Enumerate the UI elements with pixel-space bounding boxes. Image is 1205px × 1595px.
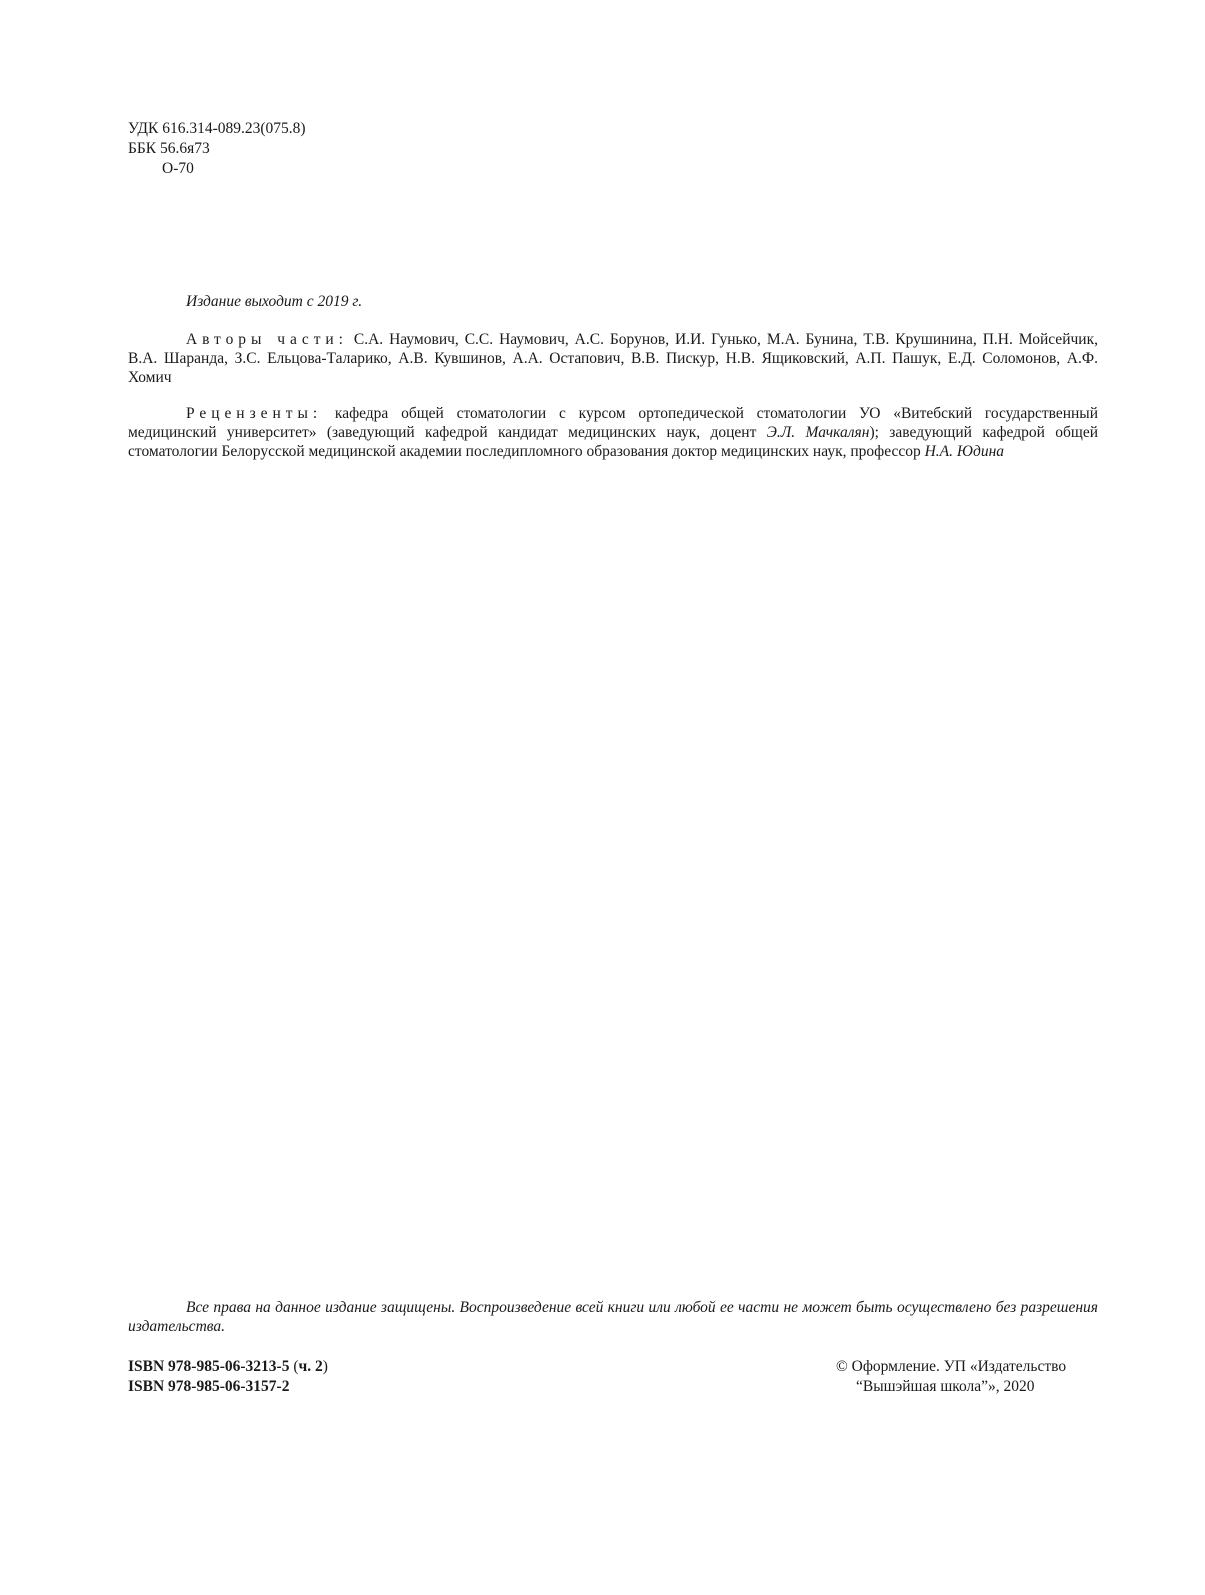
isbn-1-part: ч. 2 <box>298 1358 323 1375</box>
isbn-2: ISBN 978-985-06-3157-2 <box>128 1378 290 1395</box>
authors-paragraph <box>128 330 1098 387</box>
author-mark-code: О-70 <box>162 160 194 177</box>
reviewers-text-1: кафедра общей стоматологии с курсом ортопедической стоматологии УО «Витебский государственный медицинский университет» (заведующий кафедрой кандидат медицинских наук, доцент <box>128 405 1099 441</box>
isbn-line-1 <box>128 1357 528 1377</box>
classification-codes <box>128 119 528 179</box>
bbk-code: ББК 56.6я73 <box>128 140 210 157</box>
copyright-line-2: “Вышэйшая школа”», 2020 <box>856 1378 1035 1395</box>
rights-notice: Все права на данное издание защищены. Воспроизведение всей книги или любой ее части не может быть осуществлено без разрешения издательства. <box>128 1299 1098 1335</box>
authors-label: Авторы части: <box>186 331 348 348</box>
isbn-1: ISBN 978-985-06-3213-5 <box>128 1358 290 1375</box>
reviewers-paragraph <box>128 404 1098 461</box>
authors-names: С.А. Наумович, С.С. Наумович, А.С. Борунов, И.И. Гунько, М.А. Бунина, Т.В. Крушинина, П.Н. Мойсейчик, В.А. Шаранда, З.С. Ельцова-Таларико, А.В. Кувшинов, А.А. Остапович, В.В. Пискур, Н.В. Ящиковский, А.П. Пашук, Е.Д. Соломонов, А.Ф. Хомич <box>128 331 1098 386</box>
copyright-line-1: © Оформление. УП «Издательство <box>836 1358 1067 1375</box>
copyright-block <box>836 1357 1136 1397</box>
reviewer-name-2: Н.А. Юдина <box>924 443 1005 460</box>
isbn-1-close-paren: ) <box>322 1358 328 1375</box>
udk-code: УДК 616.314-089.23(075.8) <box>128 120 306 137</box>
edition-note: Издание выходит с 2019 г. <box>186 293 363 310</box>
reviewer-name-1: Э.Л. Мачкалян <box>766 424 870 441</box>
isbn-1-open-paren: ( <box>293 1358 299 1375</box>
reviewers-label: Рецензенты: <box>186 405 323 422</box>
isbn-block <box>128 1357 528 1397</box>
reviewers-text-2: ); заведующий кафедрой общей стоматологии Белорусской медицинской академии последипломного образования доктор медицинских наук, профессор <box>128 424 1099 460</box>
